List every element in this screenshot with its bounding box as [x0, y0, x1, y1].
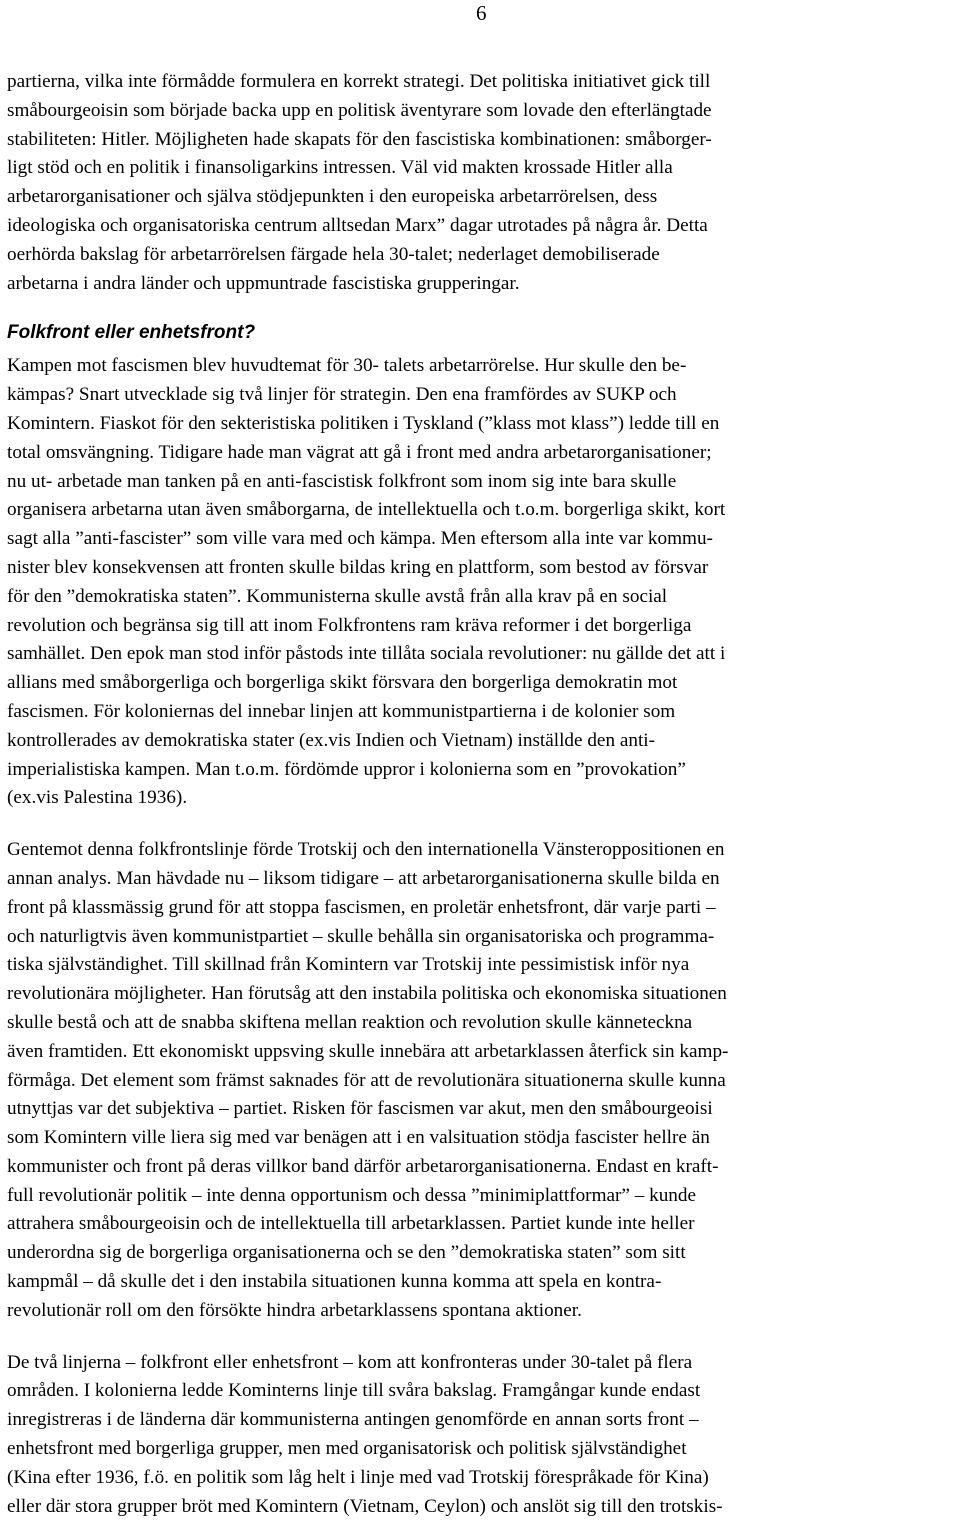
text-line: partierna, vilka inte förmådde formulera en korrekt strategi. Det politiska initiativet gick till: [7, 71, 711, 92]
text-line: fascismen. För koloniernas del innebar linjen att kommunistpartierna i de kolonier som: [7, 700, 676, 722]
text-line: attrahera småbourgeoisin och de intellektuella till arbetarklassen. Partiet kunde inte heller: [7, 1213, 695, 1235]
text-line: underordna sig de borgerliga organisationerna och se den ”demokratiska staten” som sitt: [7, 1242, 686, 1264]
text-line: som Komintern ville liera sig med var benägen att i en valsituation stödja fascister hellre än: [7, 1127, 710, 1149]
text-line: arbetarna i andra länder och uppmuntrade fascistiska grupperingar.: [7, 272, 520, 294]
text-line: kontrollerades av demokratiska stater (ex.vis Indien och Vietnam) inställde den anti-: [7, 729, 655, 751]
text-line: även framtiden. Ett ekonomiskt uppsving skulle innebära att arbetarklassen återfick sin kamp-: [7, 1040, 729, 1062]
paragraph-enhetsfront: [7, 836, 957, 1326]
text-line: småbourgeoisin som började backa upp en politisk äventyrare som lovade den efterlängtade: [7, 99, 712, 121]
text-line: revolutionära möjligheter. Han förutsåg att den instabila politiska och ekonomiska situationen: [7, 983, 727, 1005]
paragraph-folkfront: [7, 352, 957, 813]
text-line: (ex.vis Palestina 1936).: [7, 787, 188, 809]
text-line: enhetsfront med borgerliga grupper, men med organisatorisk och politisk självständighet: [7, 1438, 687, 1460]
section-heading: Folkfront eller enhetsfront?: [7, 322, 256, 344]
text-line: Komintern. Fiaskot för den sekteristiska politiken i Tyskland (”klass mot klass”) ledde till en: [7, 412, 720, 434]
text-line: ideologiska och organisatoriska centrum alltsedan Marx” dagar utrotades på några år. Detta: [7, 214, 708, 236]
paragraph-conclusion: [7, 1349, 957, 1522]
text-line: Gentemot denna folkfrontslinje förde Trotskij och den internationella Vänsteroppositionen en: [7, 839, 725, 861]
text-line: samhället. Den epok man stod inför påstods inte tillåta sociala revolutioner: nu gällde det att i: [7, 643, 726, 665]
text-line: revolution och begränsa sig till att inom Folkfrontens ram kräva reformer i det borgerliga: [7, 614, 692, 636]
text-line: eller där stora grupper bröt med Komintern (Vietnam, Ceylon) och anslöt sig till den trotskis-: [7, 1495, 723, 1517]
text-line: total omsvängning. Tidigare hade man vägrat att gå i front med andra arbetarorganisationer;: [7, 441, 712, 463]
text-line: imperialistiska kampen. Man t.o.m. fördömde uppror i kolonierna som en ”provokation”: [7, 758, 686, 780]
text-line: förmåga. Det element som främst saknades för att de revolutionära situationerna skulle kunna: [7, 1069, 726, 1091]
text-line: för den ”demokratiska staten”. Kommunisterna skulle avstå från alla krav på en social: [7, 585, 668, 607]
text-line: sagt alla ”anti-fascister” som ville vara med och kämpa. Men eftersom alla inte var kommu-: [7, 528, 713, 550]
text-line: kampmål – då skulle det i den instabila situationen kunna komma att spela en kontra-: [7, 1271, 662, 1293]
text-line: utnyttjas var det subjektiva – partiet. Risken för fascismen var akut, men den småbourgeoisi: [7, 1098, 713, 1120]
text-line: De två linjerna – folkfront eller enhetsfront – kom att konfronteras under 30-talet på flera: [7, 1351, 693, 1373]
text-line: ligt stöd och en politik i finansoligarkins intressen. Väl vid makten krossade Hitler alla: [7, 157, 673, 179]
text-line: full revolutionär politik – inte denna opportunism och dessa ”minimiplattformar” – kunde: [7, 1184, 696, 1206]
text-line: områden. I kolonierna ledde Kominterns linje till svåra bakslag. Framgångar kunde endast: [7, 1380, 701, 1402]
text-line: tiska självständighet. Till skillnad från Komintern var Trotskij inte pessimistisk inför nya: [7, 954, 690, 976]
text-line: annan analys. Man hävdade nu – liksom tidigare – att arbetarorganisationerna skulle bilda en: [7, 867, 720, 889]
text-line: revolutionär roll om den försökte hindra arbetarklassens spontana aktioner.: [7, 1299, 582, 1321]
text-line: (Kina efter 1936, f.ö. en politik som låg helt i linje med vad Trotskij förespråkade för Kina): [7, 1466, 709, 1488]
text-line: inregistreras i de länderna där kommunisterna antingen genomförde en annan sorts front –: [7, 1409, 699, 1431]
text-line: front på klassmässig grund för att stoppa fascismen, en proletär enhetsfront, där varje parti –: [7, 896, 716, 918]
text-line: och naturligtvis även kommunistpartiet – skulle behålla sin organisatoriska och programma-: [7, 925, 715, 947]
text-line: kämpas? Snart utvecklade sig två linjer för strategin. Den ena framfördes av SUKP och: [7, 384, 677, 406]
text-line: arbetarorganisationer och själva stödjepunkten i den europeiska arbetarrörelsen, dess: [7, 186, 658, 208]
page-number: 6: [476, 1, 487, 25]
text-line: stabiliteten: Hitler. Möjligheten hade skapats för den fascistiska kombinationen: småborger-: [7, 128, 712, 150]
paragraph-intro: [7, 68, 957, 298]
document-body: [7, 68, 957, 1521]
text-line: organisera arbetarna utan även småborgarna, de intellektuella och t.o.m. borgerliga skikt, kort: [7, 499, 726, 521]
text-line: skulle bestå och att de snabba skiftena mellan reaktion och revolution skulle känneteckna: [7, 1011, 693, 1033]
text-line: oerhörda bakslag för arbetarrörelsen färgade hela 30-talet; nederlaget demobiliserade: [7, 243, 660, 265]
text-line: kommunister och front på deras villkor band därför arbetarorganisationerna. Endast en kraft-: [7, 1155, 719, 1177]
text-line: nu ut- arbetade man tanken på en anti-fascistisk folkfront som inom sig inte bara skulle: [7, 470, 677, 492]
text-line: allians med småborgerliga och borgerliga skikt försvara den borgerliga demokratin mot: [7, 672, 678, 694]
text-line: Kampen mot fascismen blev huvudtemat för 30- talets arbetarrörelse. Hur skulle den be-: [7, 355, 687, 377]
text-line: nister blev konsekvensen att fronten skulle bildas kring en plattform, som bestod av försvar: [7, 556, 709, 578]
